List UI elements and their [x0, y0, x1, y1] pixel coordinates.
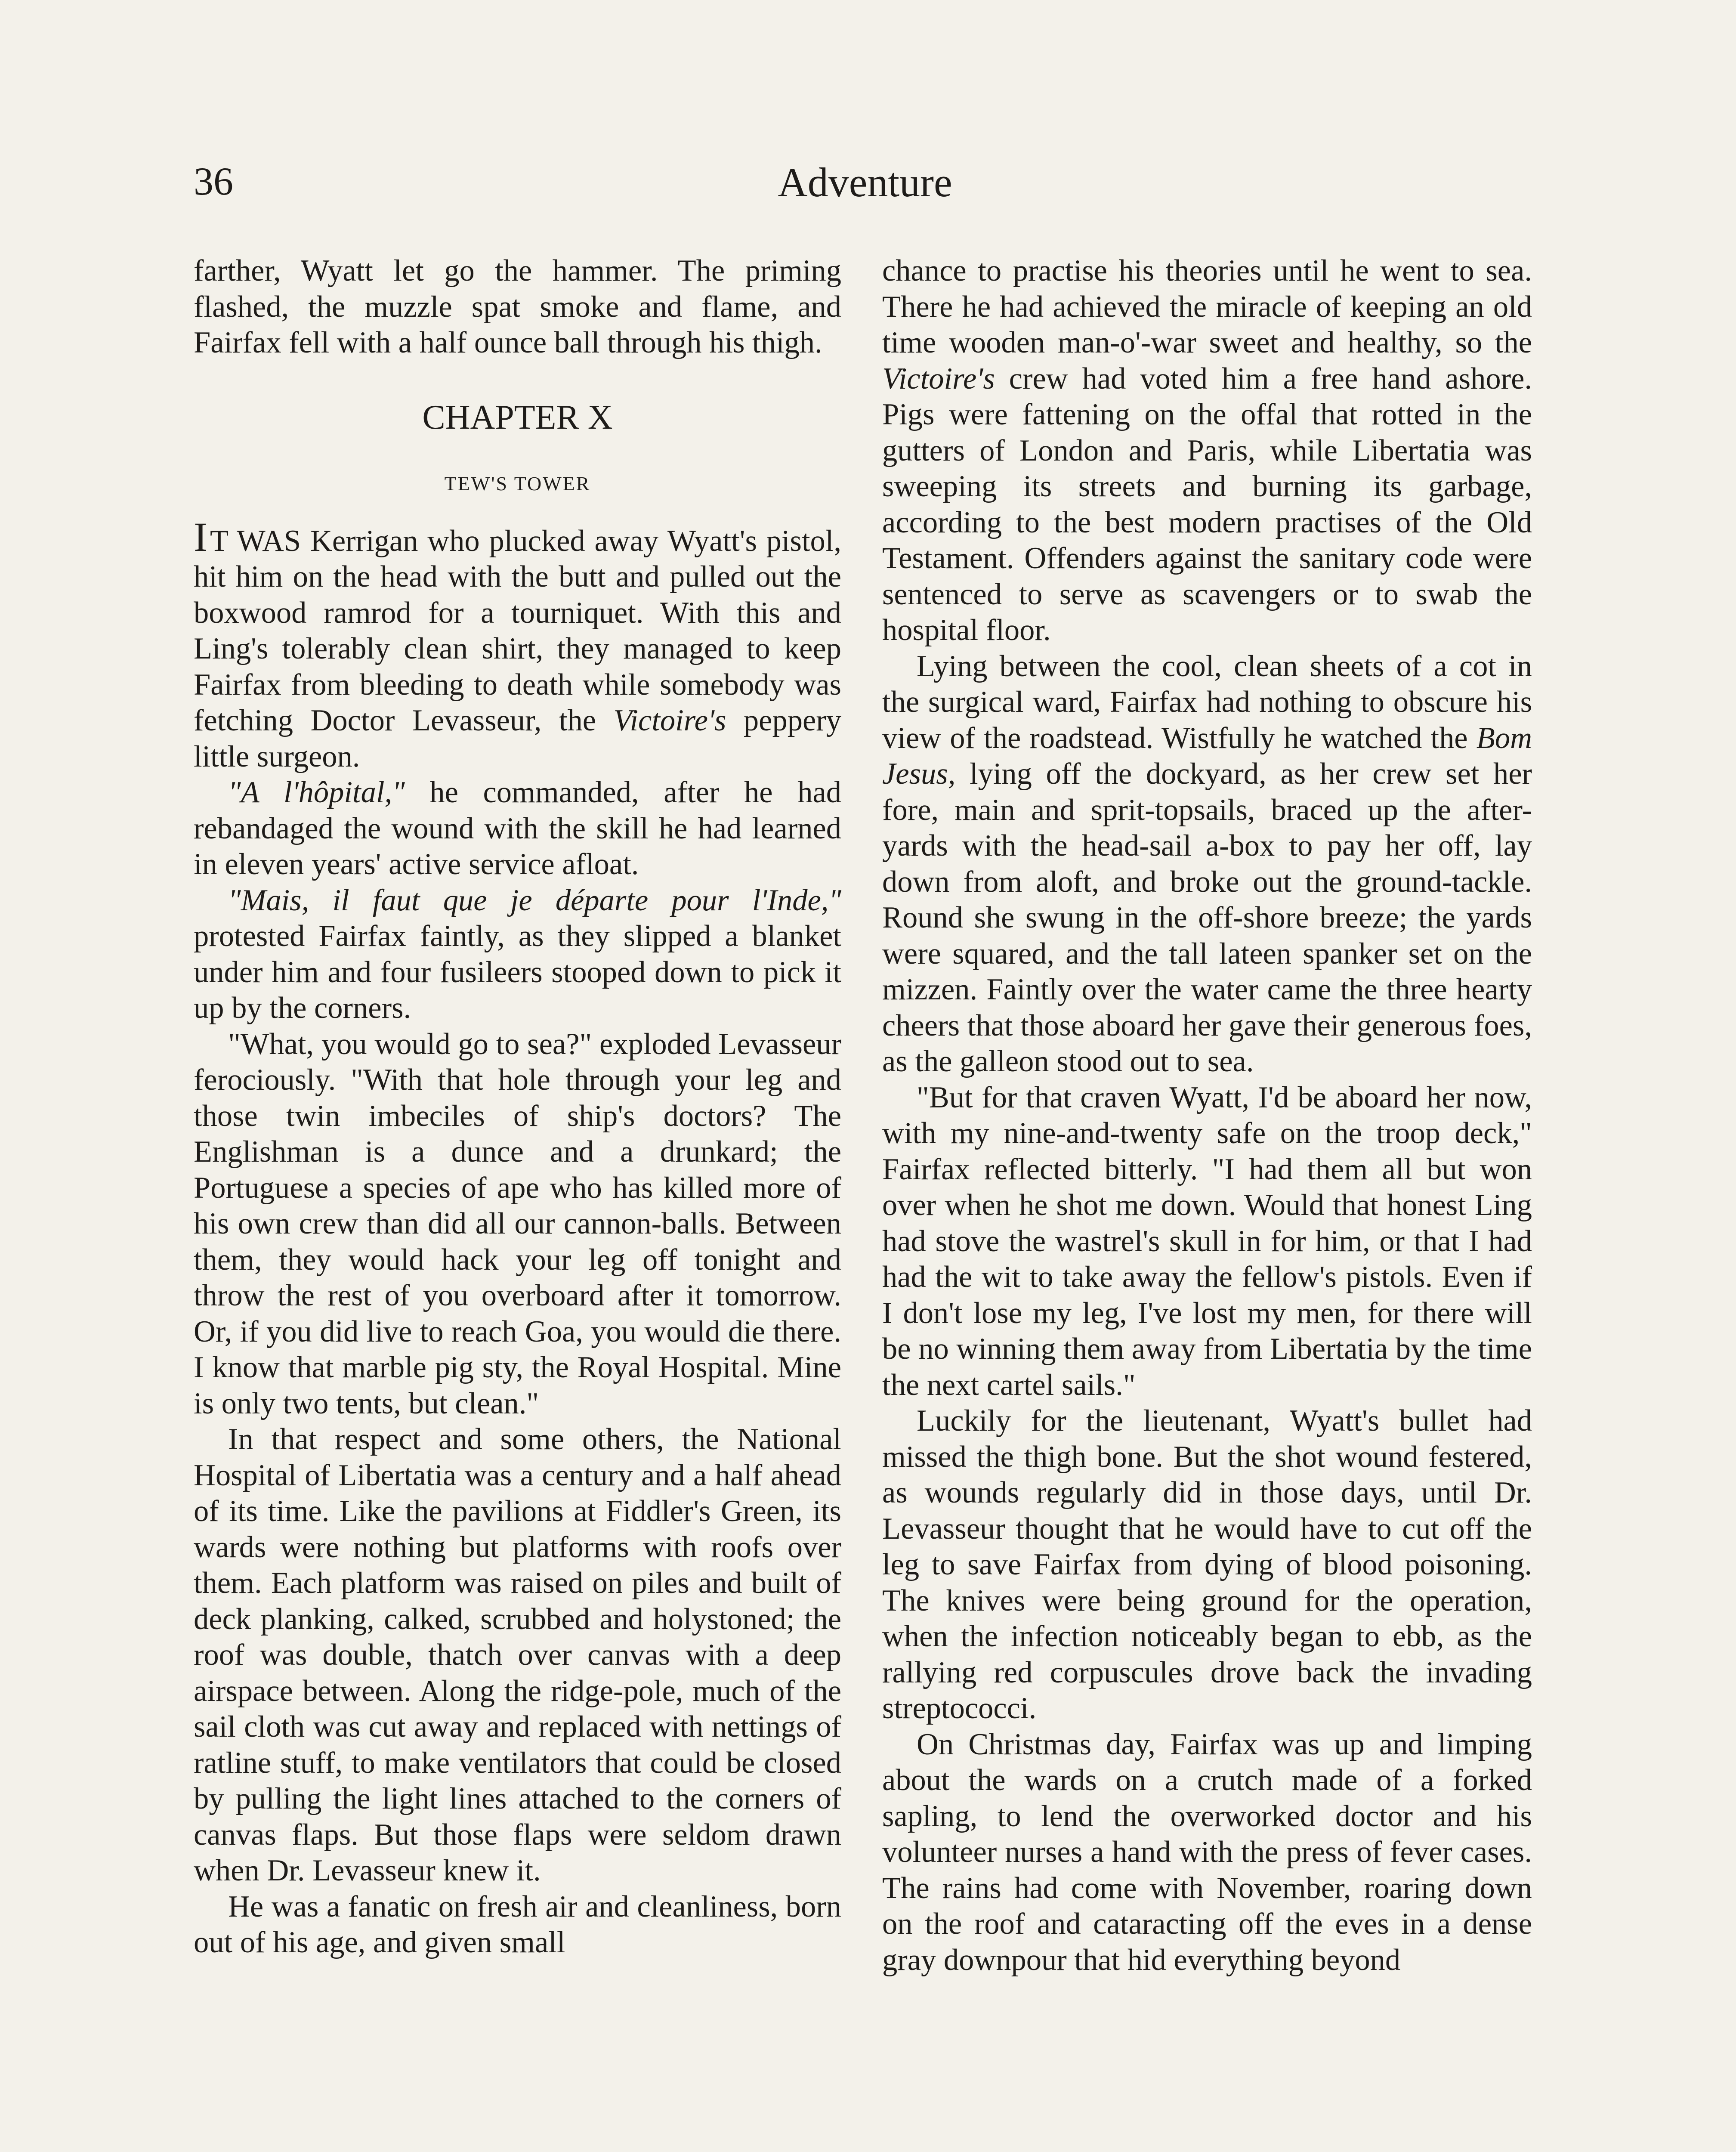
left-column [194, 253, 841, 1961]
paragraph [194, 883, 841, 1027]
page-header [194, 158, 1536, 223]
paragraph-text: crew had voted him a free hand ashore. Pigs were fattening on the offal that rotted in the gutters of London and Paris, while Libertatia was sweeping its streets and burning its garbage, according to the best modern practises of the Old Testament. Offenders against the sanitary code were sentenced to serve as scavengers or to swab the hospital floor. [882, 362, 1532, 647]
paragraph-text: he commanded, after he had rebandaged the wound with the skill he had learned in eleven years' active service afloat. [194, 776, 841, 881]
chapter-subtitle: TEW'S TOWER [444, 473, 591, 495]
opening-paragraph [194, 513, 841, 775]
right-column [882, 253, 1532, 1978]
paragraph [882, 649, 1532, 1080]
french-quote: "A l'hôpital," [228, 776, 405, 809]
paragraph-text: Lying between the cool, clean sheets of a cot in the surgical ward, Fairfax had nothing to obscure his view of the roadstead. Wistfully he watched the [882, 649, 1532, 755]
page-number: 36 [194, 159, 233, 203]
paragraph: Luckily for the lieutenant, Wyatt's bullet had missed the thigh bone. But the shot wound festered, as wounds regularly did in those days, until Dr. Levasseur thought that he would have to cut off the leg to save Fairfax from dying of blood poisoning. The knives were being ground for the operation, when the infection noticeably began to ebb, as the rallying red corpuscules drove back the invading streptococci. [882, 1404, 1532, 1725]
paragraph: "What, you would go to sea?" exploded Levasseur ferociously. "With that hole through your leg and those twin imbeciles of ship's doctors? The Englishman is a dunce and a drunkard; the Portuguese a species of ape who has killed more of his own crew than did all our cannon-balls. Between them, they would hack your leg off tonight and throw the rest of you overboard after it tomorrow. Or, if you did live to reach Goa, you would die there. I know that marble pig sty, the Royal Hospital. Mine is only two tents, but clean." [194, 1027, 841, 1420]
ship-name: Victoire's [613, 704, 726, 737]
paragraph: On Christmas day, Fairfax was up and limping about the wards on a crutch made of a forked sapling, to lend the overworked doctor and his volunteer nurses a hand with the press of fever cases. The rains had come with November, roaring down on the roof and cataracting off the eves in a dense gray downpour that hid everything beyond [882, 1727, 1532, 1977]
running-title: Adventure [778, 159, 952, 205]
french-quote: "Mais, il faut que je départe pour l'Inde," [228, 883, 841, 917]
ship-name: Bom Jesus, [882, 721, 1532, 791]
paragraph: "But for that craven Wyatt, I'd be aboard her now, with my nine-and-twenty safe on the troop deck," Fairfax reflected bitterly. "I had them all but won over when he shot me down. Would that honest Ling had stove the wastrel's skull in for him, or that I had had the wit to take away the fellow's pistols. Even if I don't lose my leg, I've lost my men, for there will be no winning them away from Libertatia by the time the next cartel sails." [882, 1080, 1532, 1402]
paragraph-text: chance to practise his theories until he went to sea. There he had achieved the miracle of keeping an old time wooden man-o'-war sweet and healthy, so the [882, 254, 1532, 359]
drop-cap: I [194, 513, 207, 560]
opening-lead: T WAS [210, 524, 301, 558]
paragraph: He was a fanatic on fresh air and cleanliness, born out of his age, and given small [194, 1889, 841, 1959]
paragraph-text: peppery little surgeon. [194, 704, 841, 773]
paragraph-text: protested Fairfax faintly, as they slipped a blanket under him and four fusileers stooped down to pick it up by the corners. [194, 919, 841, 1025]
paragraph-text: Kerrigan who plucked away Wyatt's pistol, hit him on the head with the butt and pulled out the boxwood ramrod for a tourniquet. With this and Ling's tolerably clean shirt, they managed to keep Fairfax from bleeding to death while somebody was fetching Doctor Levasseur, the [194, 524, 841, 737]
ship-name: Victoire's [882, 362, 995, 396]
paragraph-text: lying off the dockyard, as her crew set her fore, main and sprit-topsails, braced up the after-yards with the head-sail a-box to pay her off, lay down from aloft, and broke out the ground-tackle. Round she swung in the off-shore breeze; the yards were squared, and the tall lateen spanker set on the mizzen. Faintly over the water came the three hearty cheers that those aboard her gave their generous foes, as the galleon stood out to sea. [882, 757, 1532, 1078]
paragraph [194, 775, 841, 883]
paragraph: In that respect and some others, the National Hospital of Libertatia was a century and a half ahead of its time. Like the pavilions at Fiddler's Green, its wards were nothing but platforms with roofs over them. Each platform was raised on piles and built of deck planking, calked, scrubbed and holystoned; the roof was double, thatch over canvas with a deep airspace between. Along the ridge-pole, much of the sail cloth was cut away and replaced with nettings of ratline stuff, to make ventilators that could be closed by pulling the light lines attached to the corners of canvas flaps. But those flaps were seldom drawn when Dr. Levasseur knew it. [194, 1422, 841, 1887]
paragraph: farther, Wyatt let go the hammer. The priming flashed, the muzzle spat smoke and flame, and Fairfax fell with a half ounce ball through his thigh. [194, 254, 841, 359]
chapter-title: CHAPTER X [422, 398, 613, 436]
paragraph [882, 253, 1532, 649]
